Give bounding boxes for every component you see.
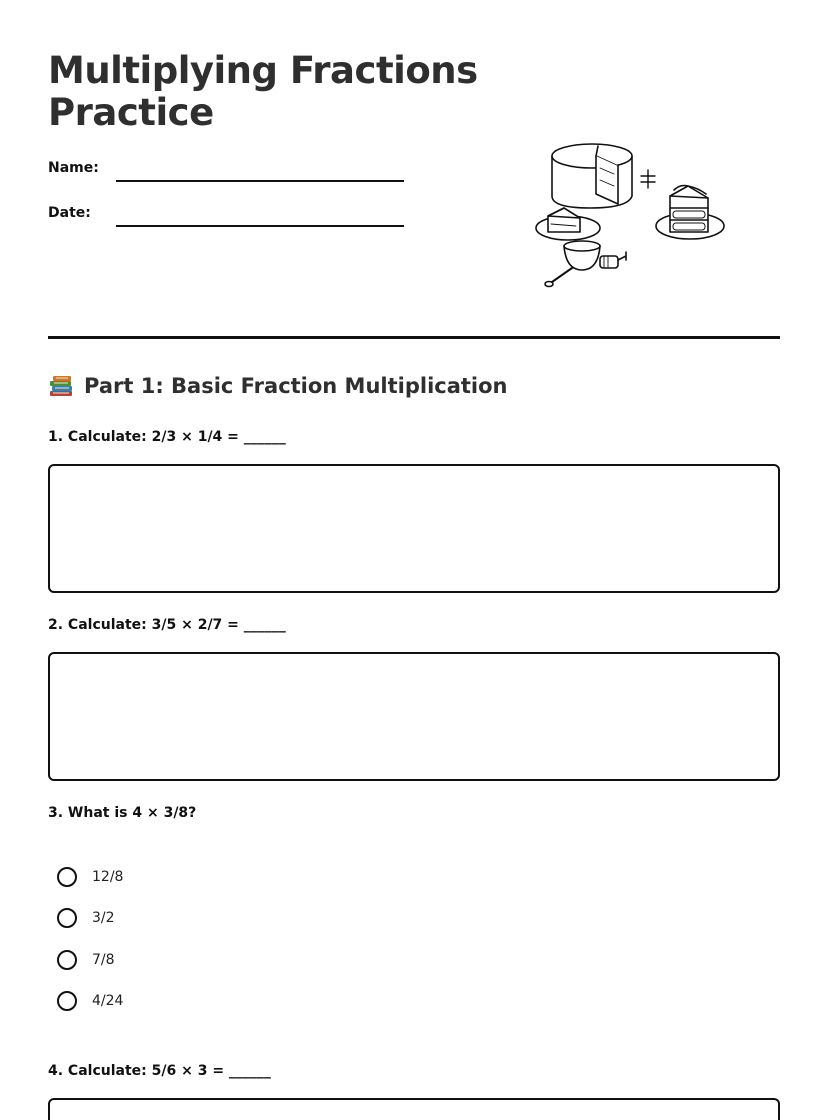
cake-baking-illustration: [530, 138, 730, 290]
question-3-option-1[interactable]: [57, 867, 123, 887]
option-label: 12/8: [92, 869, 124, 885]
radio-button[interactable]: [57, 950, 77, 970]
question-2-text: 2. Calculate: 3/5 × 2/7 = ______: [48, 617, 286, 633]
radio-button[interactable]: [57, 991, 77, 1011]
option-label: 7/8: [92, 952, 115, 968]
date-field[interactable]: [116, 225, 404, 227]
title-line-1: Multiplying Fractions: [48, 49, 478, 92]
question-3-option-2[interactable]: [57, 908, 115, 928]
radio-button[interactable]: [57, 867, 77, 887]
name-field[interactable]: [116, 180, 404, 182]
header-divider: [48, 336, 780, 339]
question-1-text: 1. Calculate: 2/3 × 1/4 = ______: [48, 429, 286, 445]
option-label: 3/2: [92, 910, 115, 926]
question-1-answer-box[interactable]: [48, 464, 780, 593]
option-label: 4/24: [92, 993, 124, 1009]
question-3-option-3[interactable]: [57, 950, 115, 970]
date-label: Date:: [48, 205, 91, 221]
question-3-option-4[interactable]: [57, 991, 123, 1011]
part-1-heading: [48, 374, 508, 398]
question-4-text: 4. Calculate: 5/6 × 3 = ______: [48, 1063, 271, 1079]
name-label: Name:: [48, 160, 99, 176]
worksheet-title: [48, 50, 478, 134]
question-3-text: 3. What is 4 × 3/8?: [48, 805, 197, 821]
part-1-heading-text: Part 1: Basic Fraction Multiplication: [84, 374, 508, 398]
books-icon: [48, 374, 74, 398]
question-4-answer-box[interactable]: [48, 1098, 780, 1120]
radio-button[interactable]: [57, 908, 77, 928]
question-2-answer-box[interactable]: [48, 652, 780, 781]
title-line-2: Practice: [48, 91, 214, 134]
